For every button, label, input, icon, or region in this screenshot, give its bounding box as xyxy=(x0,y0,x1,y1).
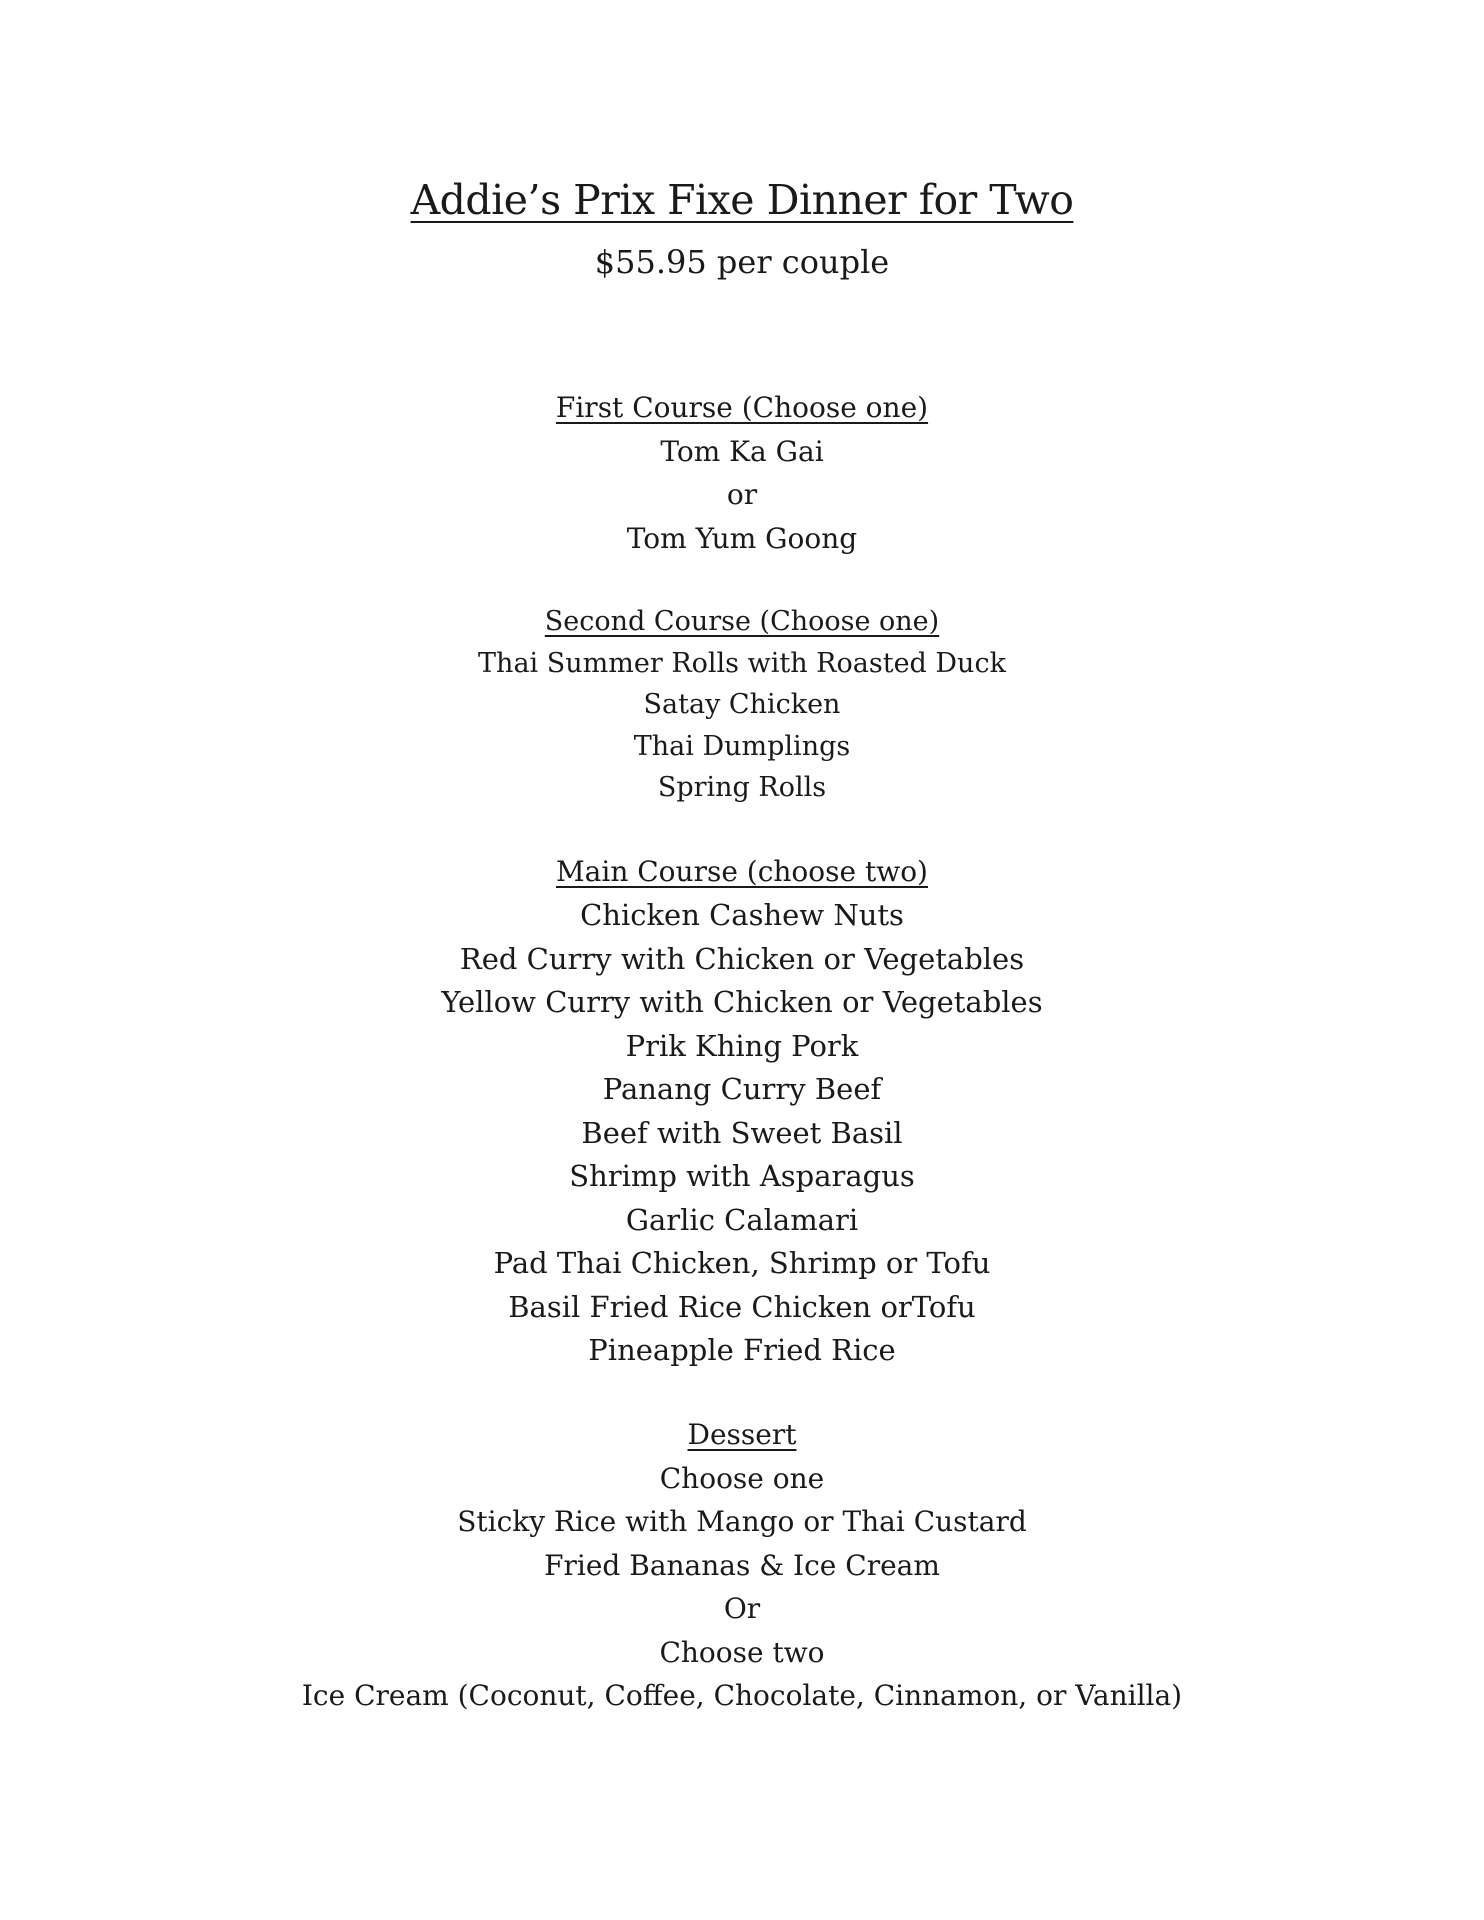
section-heading: Main Course (choose two) xyxy=(556,855,928,888)
menu-title: Addie’s Prix Fixe Dinner for Two xyxy=(410,176,1074,224)
menu-item: Pineapple Fried Rice xyxy=(588,1333,896,1367)
menu-item: Thai Summer Rolls with Roasted Duck xyxy=(478,647,1006,679)
first-course-section xyxy=(0,386,1484,560)
menu-item: Prik Khing Pork xyxy=(625,1028,859,1063)
menu-item: Tom Yum Goong xyxy=(626,521,858,555)
menu-price: $55.95 per couple xyxy=(594,243,890,281)
menu-item: Choose two xyxy=(659,1635,825,1669)
menu-item: Shrimp with Asparagus xyxy=(569,1159,915,1193)
section-heading: Dessert xyxy=(687,1418,797,1451)
menu-item: Yellow Curry with Chicken or Vegetables xyxy=(441,985,1043,1019)
menu-item: Choose one xyxy=(659,1461,825,1495)
menu-item: Panang Curry Beef xyxy=(602,1072,882,1106)
menu-item: Satay Chicken xyxy=(643,689,841,720)
dessert-section xyxy=(0,1413,1484,1718)
menu-item: Spring Rolls xyxy=(657,772,827,803)
menu-item: Thai Dumplings xyxy=(633,730,851,762)
second-course-section xyxy=(0,601,1484,809)
menu-item: Beef with Sweet Basil xyxy=(581,1115,903,1150)
menu-item: Basil Fried Rice Chicken orTofu xyxy=(508,1289,976,1324)
menu-item: Red Curry with Chicken or Vegetables xyxy=(459,941,1025,976)
menu-item: Garlic Calamari xyxy=(625,1202,859,1237)
menu-item: Ice Cream (Coconut, Coffee, Chocolate, Cinnamon, or Vanilla) xyxy=(301,1679,1183,1712)
menu-item: Tom Ka Gai xyxy=(660,434,824,468)
menu-item: Fried Bananas & Ice Cream xyxy=(544,1548,940,1582)
section-heading: First Course (Choose one) xyxy=(555,391,929,424)
menu-item: or xyxy=(726,478,758,511)
menu-item: Sticky Rice with Mango or Thai Custard xyxy=(457,1505,1027,1538)
menu-item: Pad Thai Chicken, Shrimp or Tofu xyxy=(493,1246,991,1280)
menu-item: Chicken Cashew Nuts xyxy=(580,898,904,932)
main-course-section xyxy=(0,850,1484,1373)
section-heading: Second Course (Choose one) xyxy=(544,606,940,637)
menu-item: Or xyxy=(723,1592,761,1625)
